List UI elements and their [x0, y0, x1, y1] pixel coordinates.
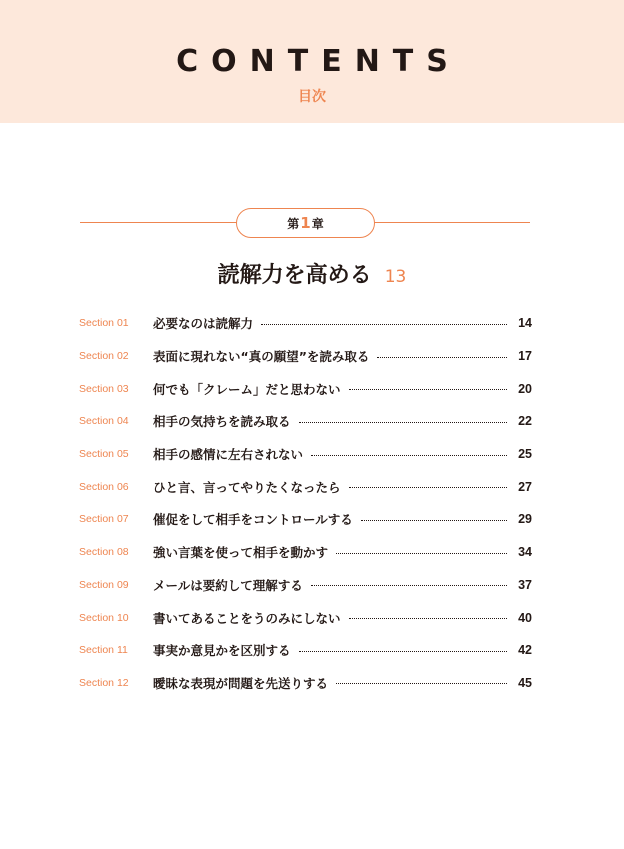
dot-leader: [349, 389, 507, 390]
section-page: 34: [518, 545, 532, 560]
section-title: 何でも「クレーム」だと思わない: [153, 381, 341, 397]
dot-leader: [311, 585, 507, 586]
dot-leader: [261, 324, 507, 325]
section-title: 強い言葉を使って相手を動かす: [153, 545, 329, 561]
dot-leader: [349, 487, 507, 488]
dot-leader: [336, 553, 507, 554]
section-label: Section 12: [79, 676, 129, 689]
toc-entry[interactable]: [79, 667, 532, 700]
section-page: 20: [518, 381, 532, 396]
section-label: Section 05: [79, 448, 129, 461]
page-title: CONTENTS: [176, 44, 461, 79]
section-title: 必要なのは読解力: [153, 316, 254, 332]
section-label: Section 04: [79, 415, 129, 428]
dot-leader: [299, 422, 507, 423]
section-label: Section 03: [79, 382, 129, 395]
section-page: 14: [518, 316, 532, 331]
section-label: Section 08: [79, 546, 129, 559]
chapter-heading: [0, 261, 624, 292]
toc-entry[interactable]: [79, 569, 532, 602]
section-page: 27: [518, 479, 532, 494]
dot-leader: [311, 455, 507, 456]
section-page: 42: [518, 643, 532, 658]
chapter-suffix: 章: [311, 216, 324, 231]
toc-entry[interactable]: [79, 634, 532, 667]
section-title: 曖昧な表現が問題を先送りする: [153, 675, 329, 691]
section-title: 相手の感情に左右されない: [153, 447, 304, 463]
toc-entry[interactable]: [79, 340, 532, 373]
dot-leader: [299, 651, 507, 652]
section-page: 37: [518, 577, 532, 592]
dot-leader: [361, 520, 507, 521]
section-page: 40: [518, 610, 532, 625]
dot-leader: [349, 618, 507, 619]
toc-entry[interactable]: [79, 438, 532, 471]
toc-entry[interactable]: [79, 503, 532, 536]
toc-entry[interactable]: [79, 470, 532, 503]
section-title: ひと言、言ってやりたくなったら: [153, 479, 341, 495]
section-label: Section 06: [79, 480, 129, 493]
section-title: 表面に現れない“真の願望”を読み取る: [153, 349, 370, 365]
section-title: メールは要約して理解する: [153, 577, 303, 593]
section-label: Section 02: [79, 350, 129, 363]
section-label: Section 07: [79, 513, 129, 526]
toc-entry[interactable]: [79, 372, 532, 405]
toc-entry[interactable]: [79, 405, 532, 438]
section-page: 45: [518, 675, 532, 690]
section-title: 事実か意見かを区別する: [153, 643, 291, 659]
section-title: 書いてあることをうのみにしない: [153, 610, 341, 626]
section-title: 催促をして相手をコントロールする: [153, 512, 353, 528]
toc-entry[interactable]: [79, 536, 532, 569]
section-page: 25: [518, 447, 532, 462]
section-label: Section 01: [79, 317, 129, 330]
dot-leader: [377, 357, 507, 358]
section-page: 17: [518, 349, 532, 364]
chapter-prefix: 第: [287, 216, 300, 231]
section-title: 相手の気持ちを読み取る: [153, 414, 291, 430]
section-page: 22: [518, 414, 532, 429]
chapter-number: 1: [300, 214, 311, 232]
page-subtitle: 目次: [298, 89, 326, 105]
chapter-page: 13: [384, 267, 407, 287]
header-band: [0, 0, 624, 123]
dot-leader: [336, 683, 507, 684]
section-label: Section 10: [79, 611, 129, 624]
section-page: 29: [518, 512, 532, 527]
chapter-title: 読解力を高める: [217, 263, 372, 288]
section-label: Section 09: [79, 578, 129, 591]
chapter-badge: [236, 208, 375, 238]
section-label: Section 11: [79, 644, 128, 657]
toc-entry[interactable]: [79, 307, 532, 340]
toc-entry[interactable]: [79, 601, 532, 634]
toc-list: [79, 307, 532, 699]
